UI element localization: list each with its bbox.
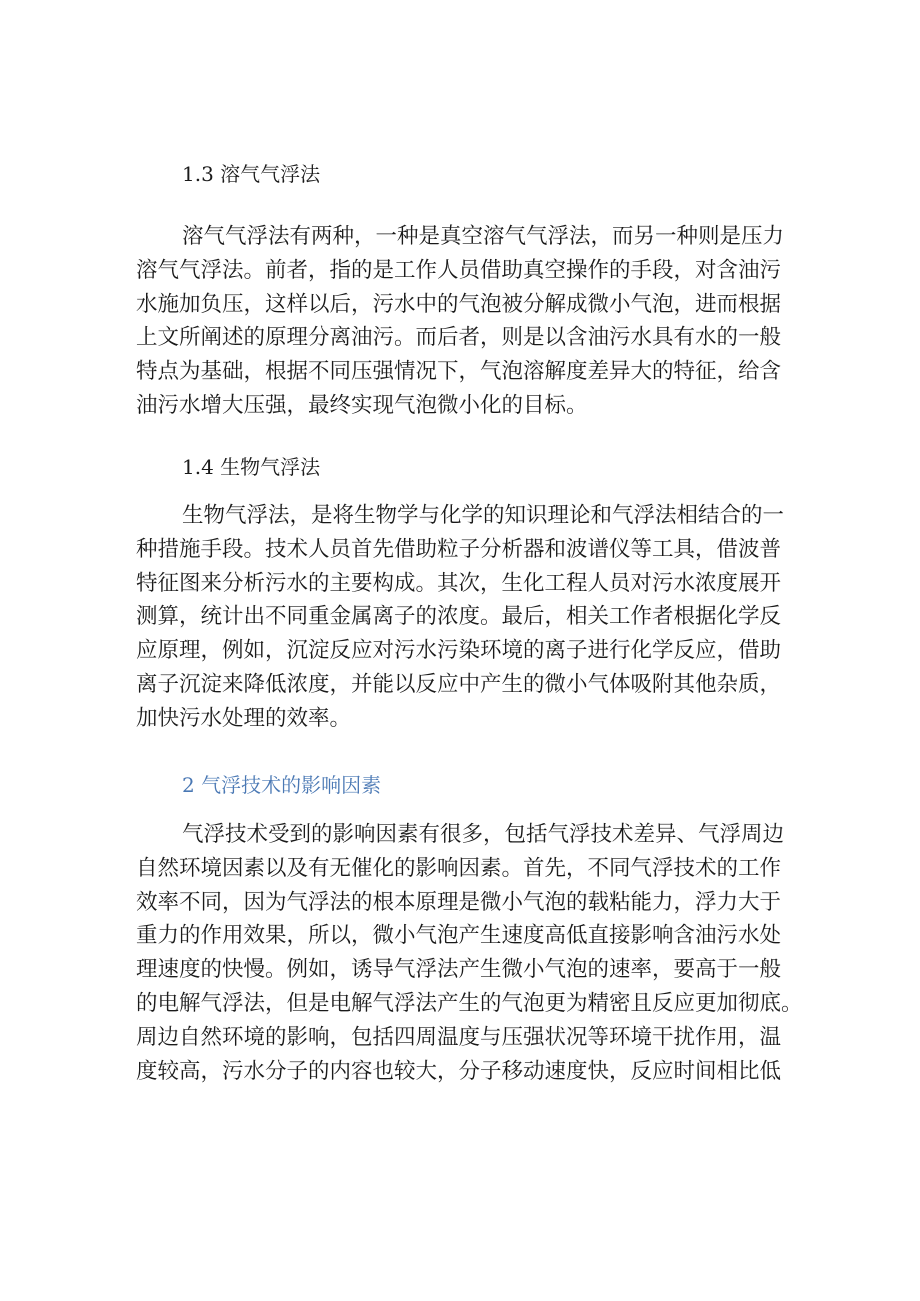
paragraph-line: 种措施手段。技术人员首先借助粒子分析器和波谱仪等工具，借波普 (136, 536, 782, 562)
section-heading-1-4: 1.4 生物气浮法 (182, 455, 321, 479)
paragraph-line: 特征图来分析污水的主要构成。其次，生化工程人员对污水浓度展开 (136, 570, 782, 596)
paragraph-line: 度较高，污水分子的内容也较大，分子移动速度快，反应时间相比低 (136, 1058, 782, 1084)
paragraph-line: 加快污水处理的效率。 (136, 705, 352, 731)
paragraph-influencing-factors (136, 818, 803, 1088)
paragraph-dissolved-air-flotation (136, 220, 786, 423)
paragraph-line: 的电解气浮法，但是电解气浮法产生的气泡更为精密且反应更加彻底。 (136, 990, 803, 1016)
paragraph-line: 气浮技术受到的影响因素有很多，包括气浮技术差异、气浮周边 (182, 822, 785, 847)
paragraph-line: 溶气气浮法。前者，指的是工作人员借助真空操作的手段，对含油污 (136, 257, 782, 283)
paragraph-line: 周边自然环境的影响，包括四周温度与压强状况等环境干扰作用，温 (136, 1024, 782, 1050)
section-heading-2: 2 气浮技术的影响因素 (182, 773, 382, 797)
paragraph-line: 测算，统计出不同重金属离子的浓度。最后，相关工作者根据化学反 (136, 604, 782, 630)
paragraph-line: 上文所阐述的原理分离油污。而后者，则是以含油污水具有水的一般 (136, 325, 782, 351)
paragraph-line: 理速度的快慢。例如，诱导气浮法产生微小气泡的速率，要高于一般 (136, 957, 782, 983)
paragraph-line: 溶气气浮法有两种，一种是真空溶气气浮法，而另一种则是压力 (182, 224, 785, 249)
paragraph-line: 效率不同，因为气浮法的根本原理是微小气泡的载粘能力，浮力大于 (136, 889, 782, 915)
paragraph-line: 离子沉淀来降低浓度，并能以反应中产生的微小气体吸附其他杂质， (136, 671, 782, 697)
section-heading-1-3: 1.3 溶气气浮法 (182, 162, 321, 186)
paragraph-line: 油污水增大压强，最终实现气泡微小化的目标。 (136, 392, 588, 418)
paragraph-line: 生物气浮法，是将生物学与化学的知识理论和气浮法相结合的一 (182, 503, 785, 528)
paragraph-line: 自然环境因素以及有无催化的影响因素。首先，不同气浮技术的工作 (136, 855, 782, 881)
paragraph-biological-flotation (136, 499, 786, 736)
paragraph-line: 重力的作用效果，所以，微小气泡产生速度高低直接影响含油污水处 (136, 923, 782, 949)
paragraph-line: 特点为基础，根据不同压强情况下，气泡溶解度差异大的特征，给含 (136, 359, 782, 385)
paragraph-line: 应原理，例如，沉淀反应对污水污染环境的离子进行化学反应，借助 (136, 638, 782, 664)
paragraph-line: 水施加负压，这样以后，污水中的气泡被分解成微小气泡，进而根据 (136, 291, 782, 317)
